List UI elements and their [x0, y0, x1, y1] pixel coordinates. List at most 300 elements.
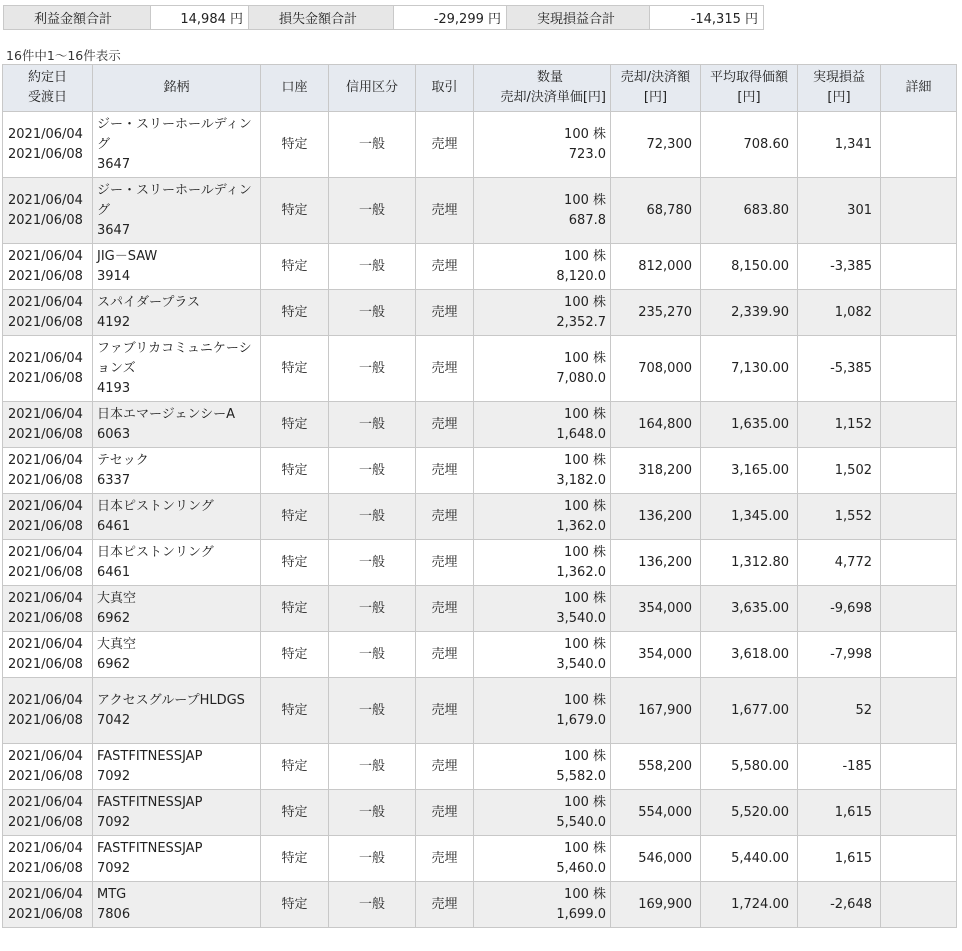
account-cell: 特定 — [261, 790, 329, 836]
unit-price: 5,582.0 — [556, 768, 606, 784]
header-price: 売却/決済単価[円] — [500, 90, 606, 105]
header-realized-pl — [798, 65, 881, 112]
realized-pl-cell: 52 — [798, 678, 881, 744]
table-row — [3, 632, 957, 678]
avg-price-cell: 7,130.00 — [701, 336, 798, 402]
detail-cell[interactable] — [881, 632, 957, 678]
detail-cell[interactable] — [881, 178, 957, 244]
stock-cell — [93, 632, 261, 678]
qty-price-cell — [474, 744, 611, 790]
stock-cell — [93, 744, 261, 790]
stock-name: ファブリカコミュニケーションズ — [97, 340, 252, 376]
sale-amount-cell: 169,900 — [611, 882, 701, 928]
settle-date: 2021/06/08 — [8, 610, 83, 626]
date-cell — [3, 494, 93, 540]
stock-code: 6962 — [97, 656, 131, 672]
trade-cell: 売埋 — [416, 540, 474, 586]
contract-date: 2021/06/04 — [8, 692, 83, 708]
stock-cell — [93, 178, 261, 244]
stock-code: 6337 — [97, 472, 131, 488]
avg-price-cell: 1,312.80 — [701, 540, 798, 586]
account-cell: 特定 — [261, 290, 329, 336]
realized-pl-cell: 1,341 — [798, 112, 881, 178]
stock-name: 日本ピストンリング — [97, 544, 214, 560]
date-cell — [3, 336, 93, 402]
trade-cell: 売埋 — [416, 244, 474, 290]
sale-amount-cell: 558,200 — [611, 744, 701, 790]
unit-price: 2,352.7 — [556, 314, 606, 330]
quantity: 100 株 — [564, 692, 606, 708]
quantity: 100 株 — [564, 840, 606, 856]
sale-amount-cell: 318,200 — [611, 448, 701, 494]
account-cell: 特定 — [261, 244, 329, 290]
avg-price-cell: 1,345.00 — [701, 494, 798, 540]
detail-cell[interactable] — [881, 790, 957, 836]
date-cell — [3, 678, 93, 744]
settle-date: 2021/06/08 — [8, 268, 83, 284]
contract-date: 2021/06/04 — [8, 794, 83, 810]
detail-cell[interactable] — [881, 402, 957, 448]
quantity: 100 株 — [564, 126, 606, 142]
avg-price-cell: 5,520.00 — [701, 790, 798, 836]
quantity: 100 株 — [564, 406, 606, 422]
stock-code: 3647 — [97, 156, 131, 172]
detail-cell[interactable] — [881, 112, 957, 178]
stock-code: 6063 — [97, 426, 131, 442]
settle-date: 2021/06/08 — [8, 712, 83, 728]
account-cell: 特定 — [261, 632, 329, 678]
table-row — [3, 586, 957, 632]
contract-date: 2021/06/04 — [8, 350, 83, 366]
realized-pl-cell: 1,552 — [798, 494, 881, 540]
credit-cell: 一般 — [329, 290, 416, 336]
avg-price-cell: 3,635.00 — [701, 586, 798, 632]
stock-cell — [93, 790, 261, 836]
quantity: 100 株 — [564, 544, 606, 560]
header-sale-unit: [円] — [643, 90, 668, 105]
unit-price: 1,362.0 — [556, 518, 606, 534]
trade-cell: 売埋 — [416, 336, 474, 402]
trade-cell: 売埋 — [416, 678, 474, 744]
trade-history-table — [2, 64, 957, 928]
date-cell — [3, 632, 93, 678]
stock-cell — [93, 494, 261, 540]
realized-pl-cell: 1,615 — [798, 790, 881, 836]
date-cell — [3, 178, 93, 244]
contract-date: 2021/06/04 — [8, 636, 83, 652]
quantity: 100 株 — [564, 192, 606, 208]
qty-price-cell — [474, 494, 611, 540]
stock-cell — [93, 882, 261, 928]
realized-pl-cell: 1,615 — [798, 836, 881, 882]
date-cell — [3, 540, 93, 586]
realized-pl-cell: -5,385 — [798, 336, 881, 402]
account-cell: 特定 — [261, 112, 329, 178]
header-account: 口座 — [261, 65, 329, 112]
account-cell: 特定 — [261, 678, 329, 744]
header-pl-unit: [円] — [827, 90, 851, 105]
stock-code: 7092 — [97, 860, 131, 876]
credit-cell: 一般 — [329, 336, 416, 402]
credit-cell: 一般 — [329, 790, 416, 836]
trade-cell: 売埋 — [416, 112, 474, 178]
header-qty-price — [474, 65, 611, 112]
avg-price-cell: 8,150.00 — [701, 244, 798, 290]
account-cell: 特定 — [261, 494, 329, 540]
avg-price-cell: 5,580.00 — [701, 744, 798, 790]
trade-cell: 売埋 — [416, 178, 474, 244]
settle-date: 2021/06/08 — [8, 656, 83, 672]
header-sale-label: 売却/決済額 — [620, 70, 691, 85]
table-row — [3, 112, 957, 178]
qty-price-cell — [474, 790, 611, 836]
contract-date: 2021/06/04 — [8, 840, 83, 856]
account-cell: 特定 — [261, 744, 329, 790]
detail-cell[interactable] — [881, 290, 957, 336]
detail-cell[interactable] — [881, 494, 957, 540]
credit-cell: 一般 — [329, 448, 416, 494]
stock-code: 7042 — [97, 712, 131, 728]
qty-price-cell — [474, 678, 611, 744]
date-cell — [3, 790, 93, 836]
settle-date: 2021/06/08 — [8, 370, 83, 386]
avg-price-cell: 3,165.00 — [701, 448, 798, 494]
stock-name: ジー・スリーホールディング — [97, 116, 252, 152]
detail-cell[interactable] — [881, 540, 957, 586]
quantity: 100 株 — [564, 748, 606, 764]
sale-amount-cell: 167,900 — [611, 678, 701, 744]
header-detail: 詳細 — [881, 65, 957, 112]
sale-amount-cell: 812,000 — [611, 244, 701, 290]
date-cell — [3, 448, 93, 494]
credit-cell: 一般 — [329, 632, 416, 678]
quantity: 100 株 — [564, 794, 606, 810]
trade-cell: 売埋 — [416, 448, 474, 494]
stock-name: 日本エマージェンシーA — [97, 406, 236, 422]
sale-amount-cell: 136,200 — [611, 540, 701, 586]
settle-date: 2021/06/08 — [8, 518, 83, 534]
quantity: 100 株 — [564, 294, 606, 310]
credit-cell: 一般 — [329, 586, 416, 632]
realized-pl-cell: -185 — [798, 744, 881, 790]
trade-cell: 売埋 — [416, 790, 474, 836]
table-row — [3, 678, 957, 744]
stock-code: 4192 — [97, 314, 131, 330]
loss-total-value: -29,299 円 — [394, 6, 507, 30]
stock-cell — [93, 836, 261, 882]
table-row — [3, 882, 957, 928]
settle-date: 2021/06/08 — [8, 426, 83, 442]
sale-amount-cell: 354,000 — [611, 632, 701, 678]
stock-cell — [93, 112, 261, 178]
table-row — [3, 790, 957, 836]
contract-date: 2021/06/04 — [8, 126, 83, 142]
summary-table — [3, 5, 764, 30]
settle-date: 2021/06/08 — [8, 860, 83, 876]
trade-cell: 売埋 — [416, 586, 474, 632]
unit-price: 3,540.0 — [556, 656, 606, 672]
stock-name: MTG — [97, 886, 127, 902]
realized-total-label: 実現損益合計 — [507, 6, 650, 30]
realized-pl-cell: -2,648 — [798, 882, 881, 928]
header-trade: 取引 — [416, 65, 474, 112]
trade-cell: 売埋 — [416, 882, 474, 928]
avg-price-cell: 3,618.00 — [701, 632, 798, 678]
stock-cell — [93, 244, 261, 290]
contract-date: 2021/06/04 — [8, 406, 83, 422]
realized-pl-cell: -3,385 — [798, 244, 881, 290]
sale-amount-cell: 235,270 — [611, 290, 701, 336]
avg-price-cell: 2,339.90 — [701, 290, 798, 336]
credit-cell: 一般 — [329, 540, 416, 586]
avg-price-cell: 1,724.00 — [701, 882, 798, 928]
table-row — [3, 244, 957, 290]
quantity: 100 株 — [564, 350, 606, 366]
date-cell — [3, 744, 93, 790]
date-cell — [3, 290, 93, 336]
realized-pl-cell: -7,998 — [798, 632, 881, 678]
sale-amount-cell: 68,780 — [611, 178, 701, 244]
qty-price-cell — [474, 336, 611, 402]
unit-price: 3,182.0 — [556, 472, 606, 488]
account-cell: 特定 — [261, 836, 329, 882]
unit-price: 5,540.0 — [556, 814, 606, 830]
contract-date: 2021/06/04 — [8, 192, 83, 208]
qty-price-cell — [474, 586, 611, 632]
settle-date: 2021/06/08 — [8, 768, 83, 784]
header-qty: 数量 — [536, 70, 563, 85]
date-cell — [3, 836, 93, 882]
sale-amount-cell: 708,000 — [611, 336, 701, 402]
contract-date: 2021/06/04 — [8, 452, 83, 468]
trade-cell: 売埋 — [416, 402, 474, 448]
settle-date: 2021/06/08 — [8, 906, 83, 922]
sale-amount-cell: 554,000 — [611, 790, 701, 836]
credit-cell: 一般 — [329, 678, 416, 744]
table-row — [3, 494, 957, 540]
stock-cell — [93, 290, 261, 336]
date-cell — [3, 586, 93, 632]
contract-date: 2021/06/04 — [8, 294, 83, 310]
unit-price: 7,080.0 — [556, 370, 606, 386]
account-cell: 特定 — [261, 336, 329, 402]
table-row — [3, 178, 957, 244]
unit-price: 3,540.0 — [556, 610, 606, 626]
date-cell — [3, 112, 93, 178]
avg-price-cell: 1,677.00 — [701, 678, 798, 744]
table-row — [3, 336, 957, 402]
credit-cell: 一般 — [329, 112, 416, 178]
account-cell: 特定 — [261, 402, 329, 448]
account-cell: 特定 — [261, 586, 329, 632]
unit-price: 1,699.0 — [556, 906, 606, 922]
detail-cell[interactable] — [881, 336, 957, 402]
stock-name: テセック — [97, 452, 149, 468]
trade-cell: 売埋 — [416, 494, 474, 540]
detail-cell[interactable] — [881, 448, 957, 494]
unit-price: 8,120.0 — [556, 268, 606, 284]
unit-price: 1,648.0 — [556, 426, 606, 442]
stock-cell — [93, 586, 261, 632]
header-contract-date: 約定日 — [27, 70, 67, 85]
avg-price-cell: 708.60 — [701, 112, 798, 178]
credit-cell: 一般 — [329, 178, 416, 244]
date-cell — [3, 244, 93, 290]
stock-code: 3914 — [97, 268, 131, 284]
detail-cell[interactable] — [881, 586, 957, 632]
sale-amount-cell: 354,000 — [611, 586, 701, 632]
qty-price-cell — [474, 290, 611, 336]
stock-code: 3647 — [97, 222, 131, 238]
realized-pl-cell: 1,082 — [798, 290, 881, 336]
sale-amount-cell: 72,300 — [611, 112, 701, 178]
settle-date: 2021/06/08 — [8, 814, 83, 830]
date-cell — [3, 882, 93, 928]
trade-cell: 売埋 — [416, 744, 474, 790]
realized-pl-cell: -9,698 — [798, 586, 881, 632]
header-dates — [3, 65, 93, 112]
stock-name: 日本ピストンリング — [97, 498, 214, 514]
stock-name: FASTFITNESSJAP — [97, 840, 203, 856]
profit-total-label: 利益金額合計 — [4, 6, 151, 30]
header-pl-label: 実現損益 — [812, 70, 865, 85]
contract-date: 2021/06/04 — [8, 748, 83, 764]
stock-code: 6962 — [97, 610, 131, 626]
credit-cell: 一般 — [329, 494, 416, 540]
settle-date: 2021/06/08 — [8, 212, 83, 228]
header-credit: 信用区分 — [329, 65, 416, 112]
qty-price-cell — [474, 244, 611, 290]
table-row — [3, 402, 957, 448]
account-cell: 特定 — [261, 178, 329, 244]
stock-cell — [93, 448, 261, 494]
quantity: 100 株 — [564, 452, 606, 468]
detail-cell[interactable] — [881, 882, 957, 928]
stock-code: 7806 — [97, 906, 131, 922]
quantity: 100 株 — [564, 248, 606, 264]
stock-cell — [93, 336, 261, 402]
detail-cell[interactable] — [881, 678, 957, 744]
realized-pl-cell: 1,502 — [798, 448, 881, 494]
qty-price-cell — [474, 836, 611, 882]
quantity: 100 株 — [564, 636, 606, 652]
contract-date: 2021/06/04 — [8, 544, 83, 560]
settle-date: 2021/06/08 — [8, 146, 83, 162]
header-avg-label: 平均取得価額 — [709, 70, 788, 85]
stock-name: 大真空 — [97, 636, 137, 652]
credit-cell: 一般 — [329, 244, 416, 290]
realized-total-value: -14,315 円 — [650, 6, 764, 30]
sale-amount-cell: 136,200 — [611, 494, 701, 540]
qty-price-cell — [474, 448, 611, 494]
sale-amount-cell: 164,800 — [611, 402, 701, 448]
stock-name: ジー・スリーホールディング — [97, 182, 252, 218]
stock-code: 7092 — [97, 814, 131, 830]
account-cell: 特定 — [261, 448, 329, 494]
avg-price-cell: 5,440.00 — [701, 836, 798, 882]
stock-name: JIG－SAW — [97, 248, 158, 264]
credit-cell: 一般 — [329, 402, 416, 448]
account-cell: 特定 — [261, 882, 329, 928]
table-row — [3, 744, 957, 790]
settle-date: 2021/06/08 — [8, 564, 83, 580]
credit-cell: 一般 — [329, 744, 416, 790]
quantity: 100 株 — [564, 886, 606, 902]
table-row — [3, 836, 957, 882]
stock-name: FASTFITNESSJAP — [97, 748, 203, 764]
profit-total-value: 14,984 円 — [151, 6, 249, 30]
contract-date: 2021/06/04 — [8, 590, 83, 606]
detail-cell[interactable] — [881, 744, 957, 790]
stock-name: アクセスグループHLDGS — [97, 692, 245, 708]
header-sale-amount — [611, 65, 701, 112]
stock-cell — [93, 402, 261, 448]
account-cell: 特定 — [261, 540, 329, 586]
stock-code: 6461 — [97, 518, 131, 534]
quantity: 100 株 — [564, 590, 606, 606]
unit-price: 723.0 — [568, 146, 606, 162]
credit-cell: 一般 — [329, 836, 416, 882]
stock-cell — [93, 540, 261, 586]
stock-code: 6461 — [97, 564, 131, 580]
stock-name: FASTFITNESSJAP — [97, 794, 203, 810]
avg-price-cell: 1,635.00 — [701, 402, 798, 448]
qty-price-cell — [474, 178, 611, 244]
trade-cell: 売埋 — [416, 836, 474, 882]
trade-cell: 売埋 — [416, 290, 474, 336]
unit-price: 5,460.0 — [556, 860, 606, 876]
loss-total-label: 損失金額合計 — [249, 6, 394, 30]
avg-price-cell: 683.80 — [701, 178, 798, 244]
contract-date: 2021/06/04 — [8, 248, 83, 264]
credit-cell: 一般 — [329, 882, 416, 928]
qty-price-cell — [474, 632, 611, 678]
qty-price-cell — [474, 112, 611, 178]
header-avg-unit: [円] — [737, 90, 761, 105]
qty-price-cell — [474, 402, 611, 448]
stock-code: 4193 — [97, 380, 131, 396]
detail-cell[interactable] — [881, 836, 957, 882]
header-settle-date: 受渡日 — [27, 90, 67, 105]
detail-cell[interactable] — [881, 244, 957, 290]
trade-cell: 売埋 — [416, 632, 474, 678]
stock-name: 大真空 — [97, 590, 137, 606]
realized-pl-cell: 301 — [798, 178, 881, 244]
header-avg-price — [701, 65, 798, 112]
realized-pl-cell: 1,152 — [798, 402, 881, 448]
header-name: 銘柄 — [93, 65, 261, 112]
realized-pl-cell: 4,772 — [798, 540, 881, 586]
stock-code: 7092 — [97, 768, 131, 784]
sale-amount-cell: 546,000 — [611, 836, 701, 882]
settle-date: 2021/06/08 — [8, 314, 83, 330]
qty-price-cell — [474, 882, 611, 928]
result-count: 16件中1～16件表示 — [6, 48, 121, 63]
contract-date: 2021/06/04 — [8, 498, 83, 514]
qty-price-cell — [474, 540, 611, 586]
stock-cell — [93, 678, 261, 744]
unit-price: 1,679.0 — [556, 712, 606, 728]
unit-price: 687.8 — [568, 212, 606, 228]
table-row — [3, 290, 957, 336]
settle-date: 2021/06/08 — [8, 472, 83, 488]
quantity: 100 株 — [564, 498, 606, 514]
contract-date: 2021/06/04 — [8, 886, 83, 902]
unit-price: 1,362.0 — [556, 564, 606, 580]
stock-name: スパイダープラス — [97, 294, 200, 310]
table-header-row — [3, 65, 957, 112]
table-row — [3, 540, 957, 586]
